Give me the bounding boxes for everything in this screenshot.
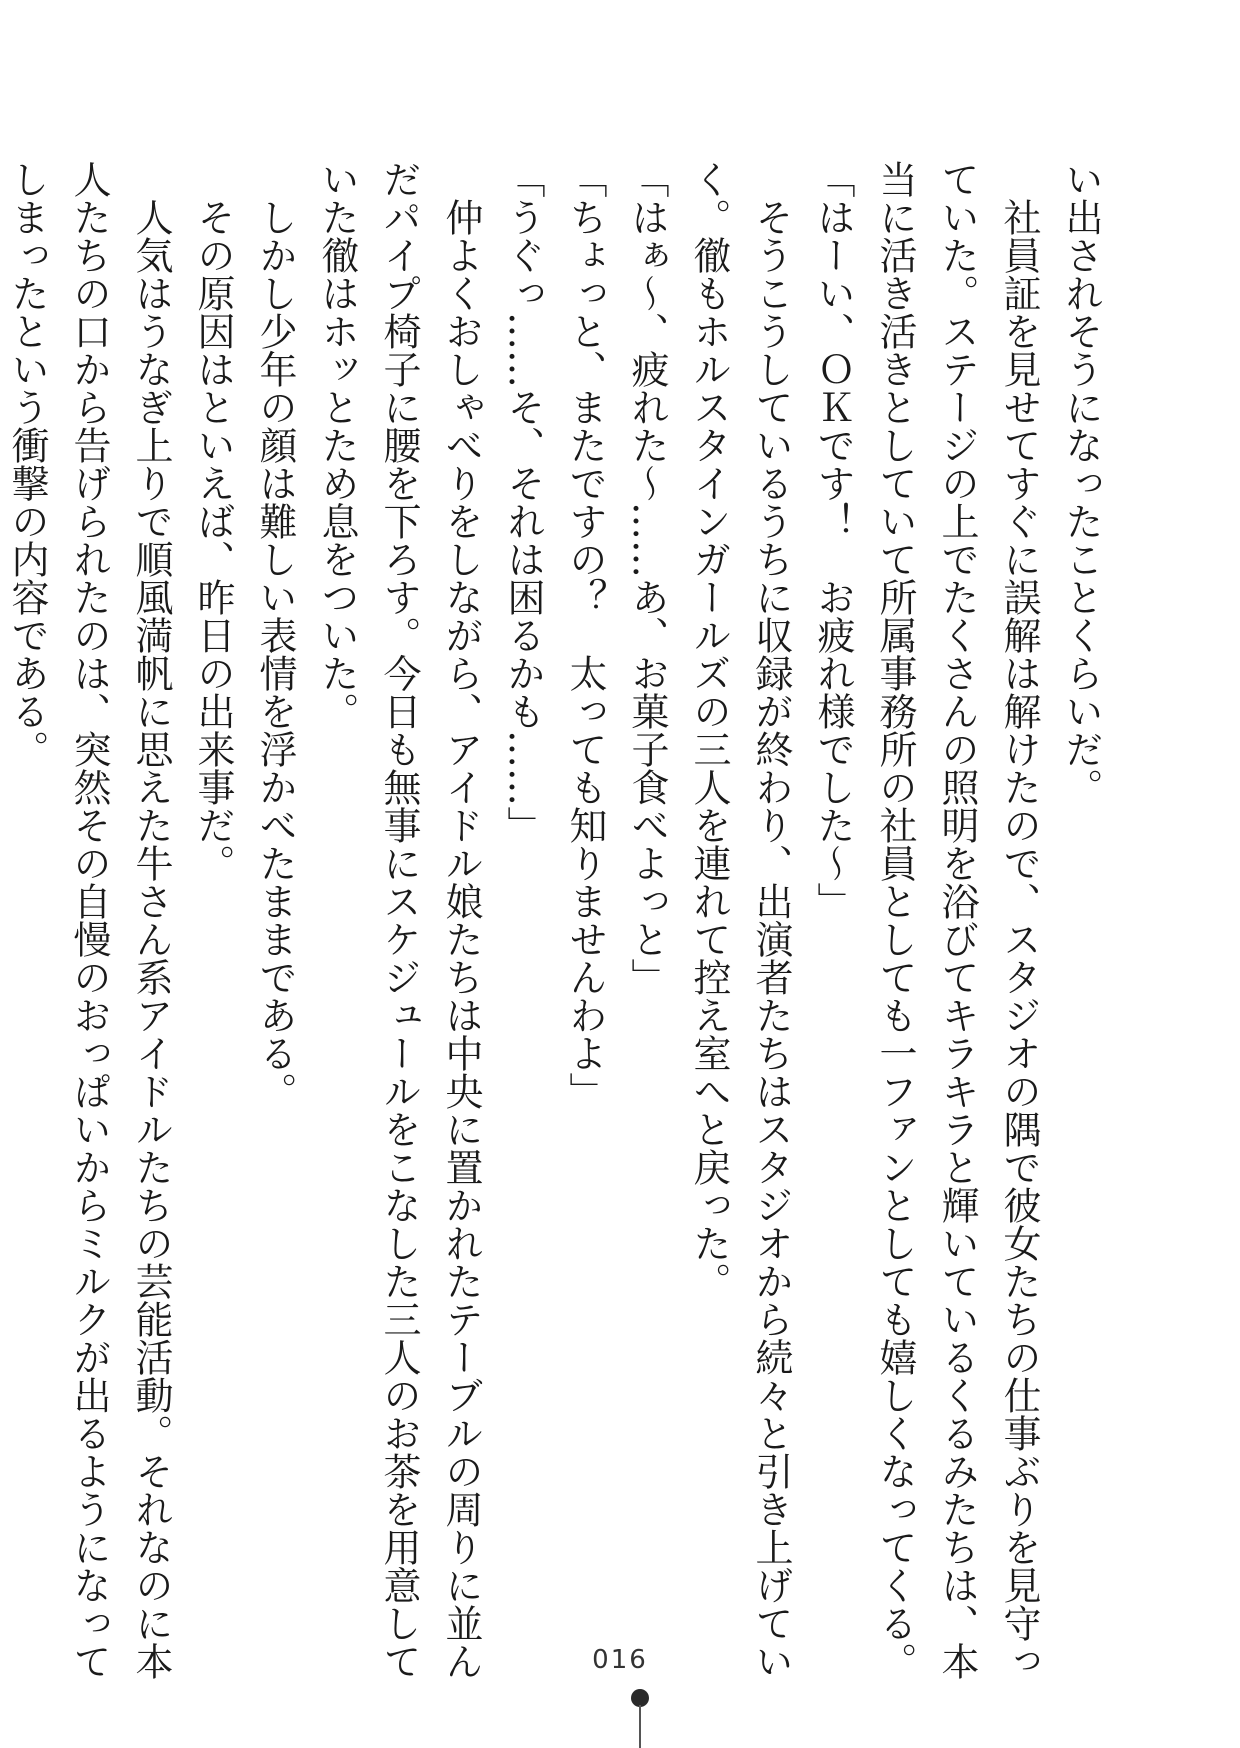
text-line: しかし少年の顔は難しい表情を浮かべたままである。 — [253, 160, 297, 1110]
text-line: ていた。ステージの上でたくさんの照明を浴びてキラキラと輝いているくるみたちは、本 — [935, 160, 979, 1680]
text-line: い出されそうになったことくらいだ。 — [1059, 160, 1103, 806]
text-line: く。徹もホルスタインガールズの三人を連れて控え室へと戻った。 — [687, 160, 731, 1300]
text-line: 当に活き活きとしていて所属事務所の社員としても一ファンとしても嬉しくなってくる。 — [873, 160, 917, 1680]
text-line: そうこうしているうちに収録が終わり、出演者たちはスタジオから続々と引き上げてい — [749, 160, 793, 1680]
text-line: 「ちょっと、またですの？ 太っても知りませんわよ」 — [563, 160, 607, 1110]
text-line: 「はーい、ＯＫです！ お疲れ様でした～」 — [811, 160, 855, 920]
text-line: しまったという衝撃の内容である。 — [5, 160, 49, 768]
page-marker-line — [639, 1705, 641, 1748]
text-line: だパイプ椅子に腰を下ろす。今日も無事にスケジュールをこなした三人のお茶を用意して — [377, 160, 421, 1680]
page-number: 016 — [592, 1645, 648, 1675]
text-line: 仲よくおしゃべりをしながら、アイドル娘たちは中央に置かれたテーブルの周りに並ん — [439, 160, 483, 1680]
text-line: いた徹はホッとため息をついた。 — [315, 160, 359, 730]
text-line: 人気はうなぎ上りで順風満帆に思えた牛さん系アイドルたちの芸能活動。それなのに本 — [129, 160, 173, 1680]
text-line: 社員証を見せてすぐに誤解は解けたので、スタジオの隅で彼女たちの仕事ぶりを見守っ — [997, 160, 1041, 1680]
text-line: 「うぐっ……そ、それは困るかも……」 — [501, 160, 545, 844]
text-line: 人たちの口から告げられたのは、突然その自慢のおっぱいからミルクが出るようになって — [67, 160, 111, 1680]
text-line: その原因はといえば、昨日の出来事だ。 — [191, 160, 235, 882]
text-line: 「はぁ～、疲れた～……あ、お菓子食べよっと」 — [625, 160, 669, 996]
